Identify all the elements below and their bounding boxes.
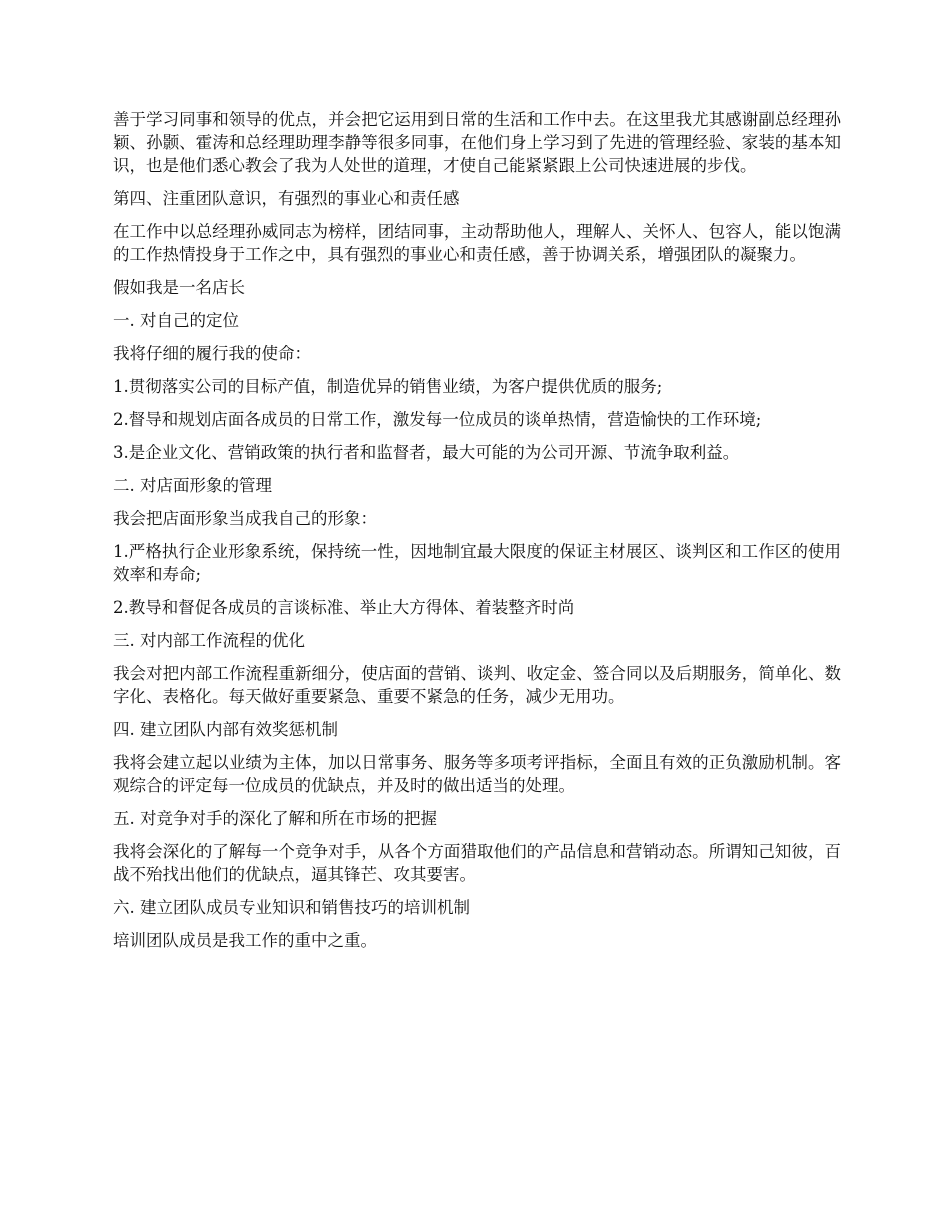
list-item: 1.贯彻落实公司的目标产值，制造优异的销售业绩，为客户提供优质的服务; — [113, 377, 663, 396]
section-heading: 六. 建立团队成员专业知识和销售技巧的培训机制 — [113, 898, 470, 917]
document-page — [113, 108, 841, 962]
section-heading: 假如我是一名店长 — [113, 278, 245, 297]
section-heading: 二. 对店面形象的管理 — [113, 476, 272, 495]
paragraph: 我会把店面形象当成我自己的形象： — [113, 509, 377, 528]
paragraph: 我将会深化的了解每一个竞争对手，从各个方面猎取他们的产品信息和营销动态。所谓知己知彼，百战不殆找出他们的优缺点，逼其锋芒、攻其要害。 — [113, 842, 841, 884]
list-item: 2.教导和督促各成员的言谈标准、举止大方得体、着装整齐时尚 — [113, 598, 575, 617]
paragraph: 善于学习同事和领导的优点，并会把它运用到日常的生活和工作中去。在这里我尤其感谢副总经理孙颖、孙颢、霍涛和总经理助理李静等很多同事，在他们身上学习到了先进的管理经验、家装的基本知识，也是他们悉心教会了我为人处世的道理，才使自己能紧紧跟上公司快速进展的步伐。 — [113, 110, 841, 175]
paragraph: 在工作中以总经理孙威同志为榜样，团结同事，主动帮助他人，理解人、关怀人、包容人，能以饱满的工作热情投身于工作之中，具有强烈的事业心和责任感，善于协调关系，增强团队的凝聚力。 — [113, 222, 841, 264]
section-heading: 一. 对自己的定位 — [113, 311, 239, 330]
paragraph: 培训团队成员是我工作的重中之重。 — [113, 931, 377, 950]
section-heading: 五. 对竞争对手的深化了解和所在市场的把握 — [113, 809, 437, 828]
section-heading: 三. 对内部工作流程的优化 — [113, 631, 305, 650]
paragraph: 我将仔细的履行我的使命： — [113, 344, 311, 363]
section-heading: 第四、注重团队意识，有强烈的事业心和责任感 — [113, 189, 460, 208]
list-item: 3.是企业文化、营销政策的执行者和监督者，最大可能的为公司开源、节流争取利益。 — [113, 443, 740, 462]
paragraph: 我将会建立起以业绩为主体，加以日常事务、服务等多项考评指标，全面且有效的正负激励机制。客观综合的评定每一位成员的优缺点，并及时的做出适当的处理。 — [113, 753, 841, 795]
list-item: 1.严格执行企业形象系统，保持统一性，因地制宜最大限度的保证主材展区、谈判区和工作区的使用效率和寿命; — [113, 542, 841, 584]
paragraph: 我会对把内部工作流程重新细分，使店面的营销、谈判、收定金、签合同以及后期服务，简单化、数字化、表格化。每天做好重要紧急、重要不紧急的任务，减少无用功。 — [113, 664, 841, 706]
section-heading: 四. 建立团队内部有效奖惩机制 — [113, 720, 338, 739]
list-item: 2.督导和规划店面各成员的日常工作，激发每一位成员的谈单热情，营造愉快的工作环境; — [113, 410, 762, 429]
